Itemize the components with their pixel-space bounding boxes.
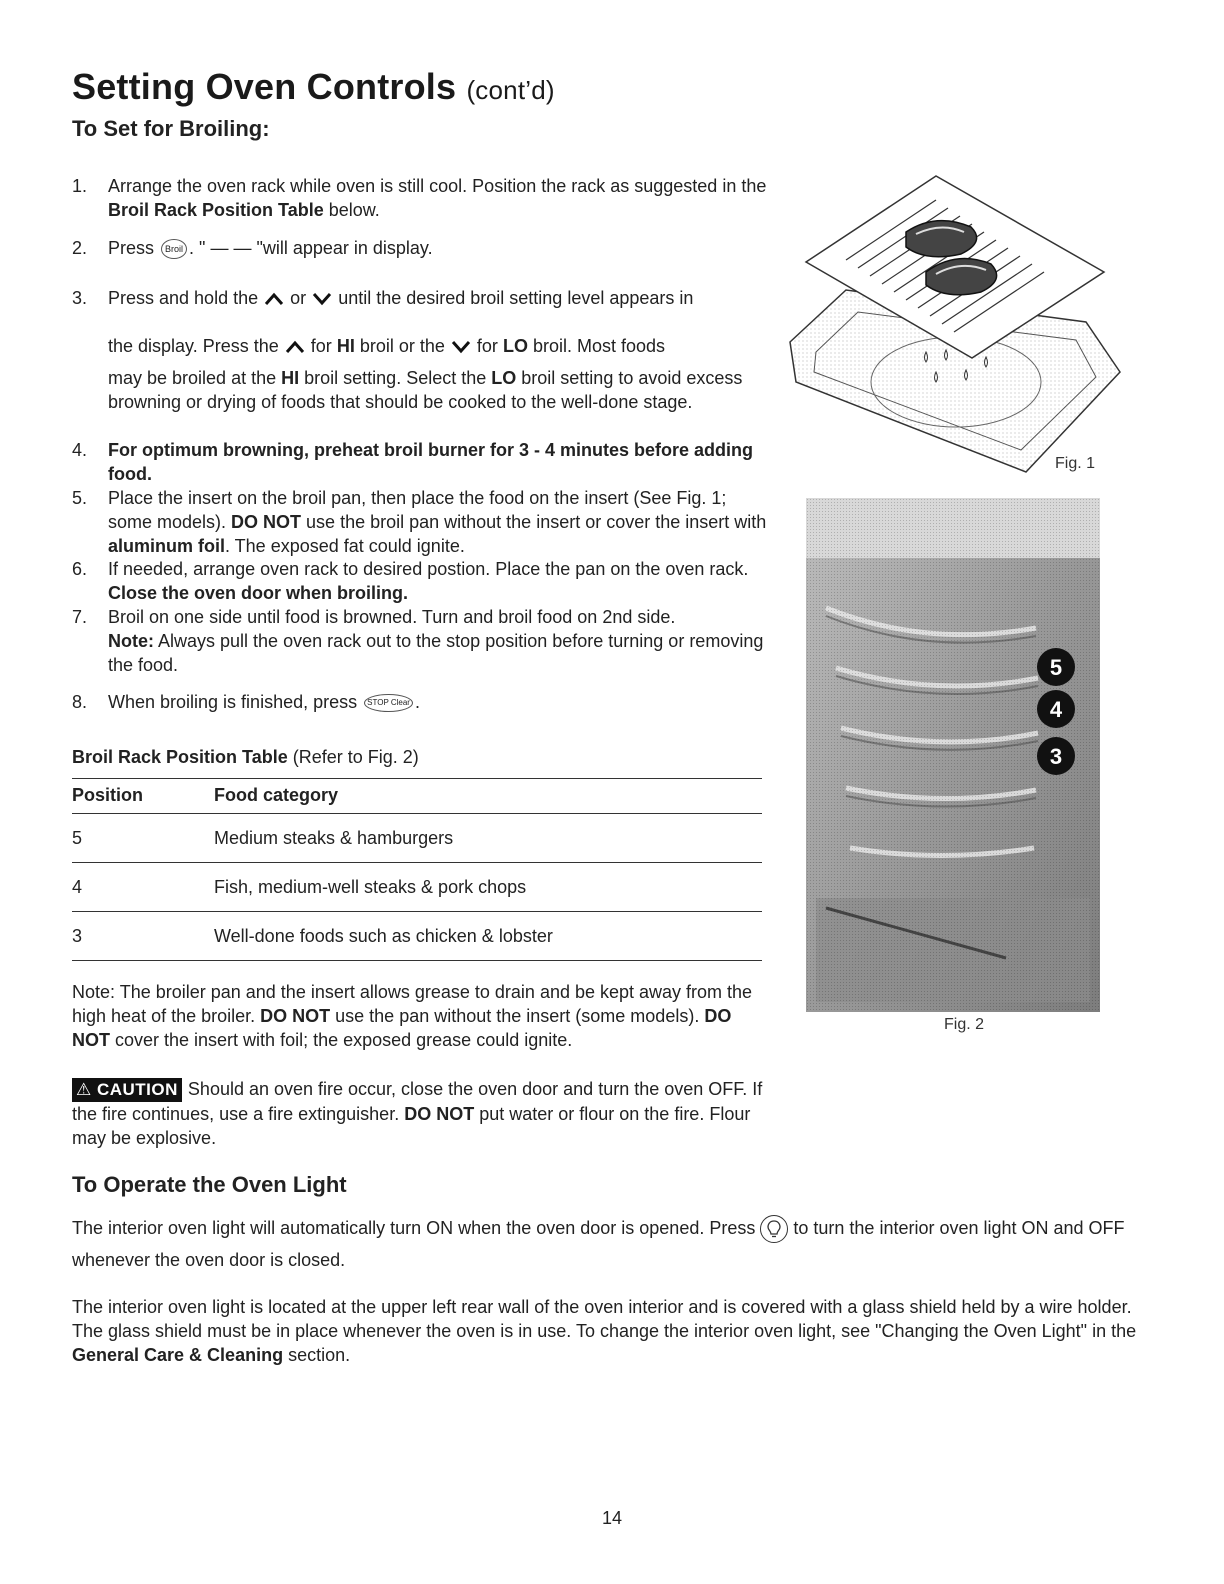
fig-2-label: Fig. 2 bbox=[944, 1016, 985, 1033]
table-row: 5 Medium steaks & hamburgers bbox=[72, 814, 762, 863]
down-arrow-icon bbox=[450, 340, 472, 354]
step-8: 8. When broiling is finished, press STOP Clear . bbox=[72, 692, 420, 712]
caution-badge: ⚠ CAUTION bbox=[72, 1078, 182, 1102]
step-1: 1. Arrange the oven rack while oven is still cool. Position the rack as suggested in the Broil Rack Position Table below. bbox=[72, 176, 767, 220]
caution-notice: ⚠ CAUTION Should an oven fire occur, close the oven door and turn the oven OFF. If the fire continues, use a fire extinguisher. DO NOT put water or flour on the fire. Flour may be explosive. bbox=[72, 1079, 763, 1148]
up-arrow-icon bbox=[284, 340, 306, 354]
broil-rack-table bbox=[72, 778, 762, 965]
svg-text:5: 5 bbox=[1049, 655, 1063, 680]
broil-pan-illustration bbox=[786, 172, 1126, 482]
page-title-suffix: (cont’d) bbox=[466, 75, 555, 105]
step-3: 3. Press and hold the or until the desired broil setting level appears in the display. Press the for HI broil or the for LO broil. Most foods may be broiled at the HI broil setting. Select the LO broil setting to avoid excess browning or drying of foods that should be cooked to the well-done stage. bbox=[72, 288, 743, 412]
table-caption: Broil Rack Position Table (Refer to Fig. 2) bbox=[72, 747, 419, 767]
fig-1-label: Fig. 1 bbox=[1055, 455, 1096, 472]
table-header-row: Position Food category bbox=[72, 779, 762, 814]
table-row: 3 Well-done foods such as chicken & lobster bbox=[72, 912, 762, 961]
step-2: 2. Press Broil . " — — "will appear in display. bbox=[72, 238, 433, 258]
broil-button-icon: Broil bbox=[161, 239, 187, 259]
rack-position-4-marker bbox=[1037, 690, 1075, 728]
page-title: Setting Oven Controls (cont’d) bbox=[72, 66, 555, 107]
broiling-heading: To Set for Broiling: bbox=[72, 116, 270, 141]
rack-position-3-marker bbox=[1037, 737, 1075, 775]
oven-light-paragraph-2: The interior oven light is located at the upper left rear wall of the oven interior and is covered with a glass shield held by a wire holder. The glass shield must be in place whenever the oven is in use. To change the interior oven light, see "Changing the Oven Light" in the General Care & Cleaning section. bbox=[72, 1297, 1137, 1365]
step-6: 6. If needed, arrange oven rack to desired postion. Place the pan on the oven rack. Close the oven door when broiling. bbox=[72, 559, 749, 603]
broiler-note: Note: The broiler pan and the insert allows grease to drain and be kept away from the high heat of the broiler. DO NOT use the pan without the insert (some models). DO NOT cover the insert with foil; the exposed grease could ignite. bbox=[72, 982, 753, 1050]
step-7: 7. Broil on one side until food is browned. Turn and broil food on 2nd side. Note: Always pull the oven rack out to the stop position before turning or removing the food. bbox=[72, 607, 764, 675]
step-5: 5. Place the insert on the broil pan, then place the food on the insert (See Fig. 1; some models). DO NOT use the broil pan without the insert or cover the insert with aluminum foil. The exposed fat could ignite. bbox=[72, 488, 767, 556]
page-number: 14 bbox=[601, 1508, 623, 1528]
table-row: 4 Fish, medium-well steaks & pork chops bbox=[72, 863, 762, 912]
up-arrow-icon bbox=[263, 292, 285, 306]
stop-clear-button-icon: STOP Clear bbox=[364, 694, 413, 712]
light-bulb-icon bbox=[760, 1215, 788, 1243]
oven-interior-photo bbox=[806, 498, 1100, 1012]
svg-text:4: 4 bbox=[1049, 697, 1063, 722]
oven-light-heading: To Operate the Oven Light bbox=[72, 1172, 347, 1197]
rack-position-5-marker bbox=[1037, 648, 1075, 686]
down-arrow-icon bbox=[311, 292, 333, 306]
oven-light-paragraph-1: The interior oven light will automatically turn ON when the oven door is opened. Press to turn the interior oven light ON and OFF whenever the oven door is closed. bbox=[72, 1212, 1152, 1276]
step-4: 4. For optimum browning, preheat broil burner for 3 - 4 minutes before adding food. bbox=[72, 440, 754, 484]
svg-text:3: 3 bbox=[1049, 744, 1063, 769]
